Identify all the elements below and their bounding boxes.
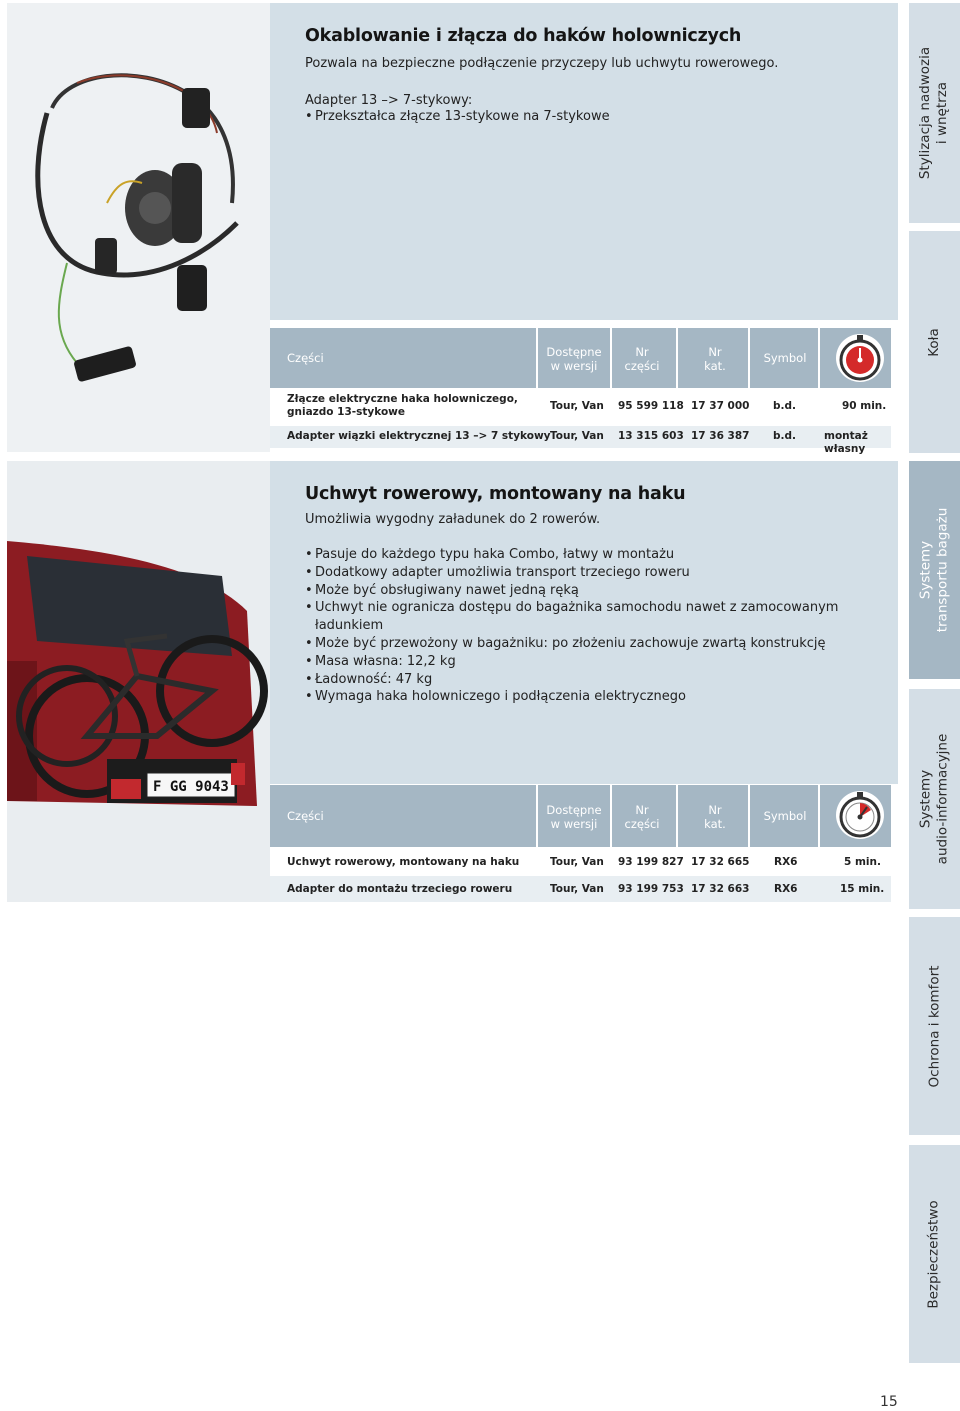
catalog-number-cell: 17 37 000 (691, 400, 750, 412)
tab-label: Systemy audio-informacyjne (917, 733, 951, 865)
bike-carrier-photo (7, 461, 270, 902)
table-row (270, 850, 891, 876)
list-item: • Może być przewożony w bagażniku: po złożeniu zachowuje zwartą konstrukcję (305, 635, 845, 653)
info-panel (270, 3, 898, 320)
list-item: • Ładowność: 47 kg (305, 671, 845, 689)
symbol-cell: b.d. (773, 400, 797, 412)
part-name: Złącze elektryczne haka holowniczego, gniazdo 13-stykowe (287, 393, 518, 418)
stopwatch-icon (836, 334, 884, 382)
sidebar-tab-wheels[interactable] (909, 231, 960, 453)
table-row (270, 426, 891, 455)
sidebar-tab-audio[interactable] (909, 689, 960, 909)
part-name: Adapter wiązki elektrycznej 13 –> 7 stykowy (287, 430, 551, 442)
column-header-available: Dostępne w wersji (546, 345, 602, 373)
tab-label: Koła (926, 327, 942, 357)
table-row (270, 388, 891, 426)
section-description: Umożliwia wygodny załadunek do 2 rowerów. (305, 512, 601, 527)
column-header-symbol: Symbol (763, 351, 807, 365)
wiring-harness-photo (7, 3, 270, 452)
catalog-number-cell: 17 32 665 (691, 856, 750, 868)
part-number-cell: 93 199 827 (618, 856, 684, 868)
page-number: 15 (880, 1394, 898, 1410)
symbol-cell: b.d. (773, 430, 797, 442)
sidebar-tab-styling[interactable] (909, 3, 960, 223)
list-item: • Pasuje do każdego typu haka Combo, łatwy w montażu (305, 546, 845, 564)
install-time-cell: 5 min. (844, 856, 881, 868)
tab-label: Systemy transportu bagażu (917, 507, 951, 633)
version-cell: Tour, Van (550, 856, 604, 868)
symbol-cell: RX6 (774, 883, 798, 895)
column-header-part-no: Nr części (624, 803, 660, 831)
column-header-available: Dostępne w wersji (546, 803, 602, 831)
catalog-number-cell: 17 36 387 (691, 430, 750, 442)
feature-list (305, 546, 845, 706)
list-item: • Może być obsługiwany nawet jedną ręką (305, 582, 845, 600)
tab-label: Bezpieczeństwo (926, 1199, 942, 1309)
column-header-parts: Części (287, 809, 324, 823)
list-item: • Uchwyt nie ogranicza dostępu do bagażnika samochodu nawet z zamocowanym ładunkiem (305, 599, 845, 635)
column-header-parts: Części (287, 351, 324, 365)
column-header-cat-no: Nr kat. (704, 803, 726, 831)
part-number-cell: 93 199 753 (618, 883, 684, 895)
stopwatch-icon (836, 791, 884, 839)
part-number-cell: 95 599 118 (618, 400, 684, 412)
part-number-cell: 13 315 603 (618, 430, 684, 442)
tab-label: Stylizacja nadwozia i wnętrza (917, 46, 951, 180)
version-cell: Tour, Van (550, 883, 604, 895)
version-cell: Tour, Van (550, 400, 604, 412)
catalog-number-cell: 17 32 663 (691, 883, 750, 895)
column-header-cat-no: Nr kat. (704, 345, 726, 373)
part-name: Uchwyt rowerowy, montowany na haku (287, 856, 520, 868)
sidebar-tab-protection[interactable] (909, 917, 960, 1135)
version-cell: Tour, Van (550, 430, 604, 442)
list-item: • Masa własna: 12,2 kg (305, 653, 845, 671)
parts-table-header (270, 328, 891, 388)
install-time-cell: montaż własny (824, 430, 868, 455)
section-description: Pozwala na bezpieczne podłączenie przyczepy lub uchwytu rowerowego. (305, 56, 779, 71)
feature-list (305, 108, 610, 126)
column-header-symbol: Symbol (763, 809, 807, 823)
section-title: Okablowanie i złącza do haków holowniczych (305, 26, 742, 46)
table-row (270, 876, 891, 902)
symbol-cell: RX6 (774, 856, 798, 868)
list-item: • Dodatkowy adapter umożliwia transport trzeciego roweru (305, 564, 845, 582)
install-time-cell: 15 min. (840, 883, 885, 895)
sidebar-tab-transport[interactable] (909, 461, 960, 679)
list-item: • Wymaga haka holowniczego i podłączenia elektrycznego (305, 688, 845, 706)
part-name: Adapter do montażu trzeciego roweru (287, 883, 513, 895)
tab-label: Ochrona i komfort (926, 965, 943, 1087)
install-time-cell: 90 min. (842, 400, 887, 412)
info-panel (270, 461, 898, 784)
adapter-subheading: Adapter 13 –> 7-stykowy: (305, 93, 473, 108)
license-plate-text: F GG 9043 (153, 779, 229, 795)
list-item: • Przekształca złącze 13-stykowe na 7-stykowe (305, 108, 610, 126)
column-header-part-no: Nr części (624, 345, 660, 373)
sidebar-tab-safety[interactable] (909, 1145, 960, 1363)
parts-table-header (270, 785, 891, 847)
section-title: Uchwyt rowerowy, montowany na haku (305, 484, 686, 504)
